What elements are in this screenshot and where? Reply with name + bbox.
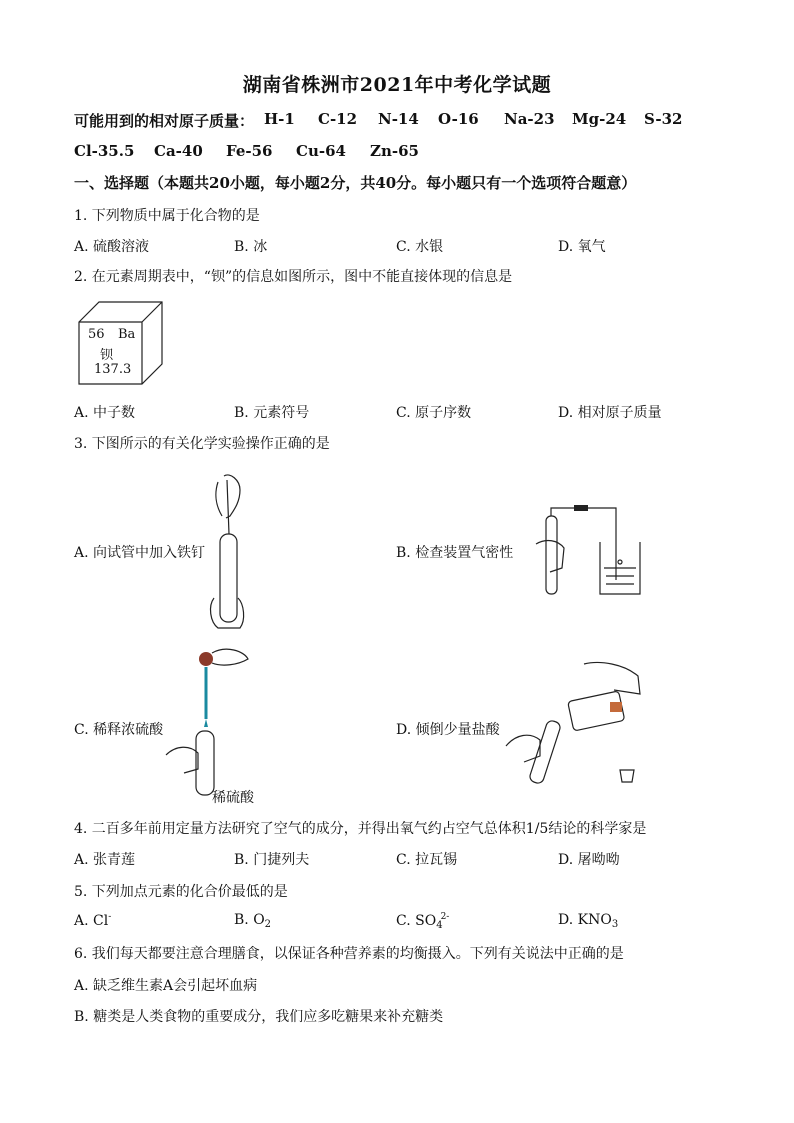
q1-option-a: A. 硫酸溶液 [74, 239, 150, 255]
q4-option-c: C. 拉瓦锡 [396, 852, 458, 868]
element-name: 钡 [100, 348, 114, 363]
atomic-mass-label: 可能用到的相对原子质量： [74, 112, 255, 130]
figure-a-iron-nail [200, 472, 260, 632]
question-3-stem: 3. 下图所示的有关化学实验操作正确的是 [74, 436, 330, 452]
q1-option-b: B. 冰 [234, 239, 268, 255]
element-number: 56 [88, 327, 105, 342]
element-mass: 137.3 [94, 362, 132, 377]
mass-fe: Fe-56 [226, 142, 273, 160]
mass-o: O-16 [438, 110, 479, 128]
mass-ca: Ca-40 [154, 142, 203, 160]
q1-option-d: D. 氧气 [558, 239, 606, 255]
mass-na: Na-23 [504, 110, 555, 128]
q2-option-c: C. 原子序数 [396, 405, 472, 421]
q2-option-a: A. 中子数 [74, 405, 136, 421]
q5-option-c: C. $SO_4^{2-}$ [396, 912, 450, 931]
q4-option-d: D. 屠呦呦 [558, 852, 620, 868]
q5-option-b: B. $O_2$ [234, 912, 272, 930]
figure-c-dilute-acid [164, 645, 254, 805]
q2-option-b: B. 元素符号 [234, 405, 310, 421]
question-6-stem: 6. 我们每天都要注意合理膳食，以保证各种营养素的均衡摄入。下列有关说法中正确的是 [74, 946, 624, 962]
q3-option-c: C. 稀释浓硫酸 [74, 722, 164, 738]
q5-option-a: A. Cl- [74, 912, 112, 929]
element-symbol: Ba [118, 327, 136, 342]
figure-d-pour-acid [506, 660, 646, 790]
q6-line-b: B. 糖类是人类食物的重要成分，我们应多吃糖果来补充糖类 [74, 1009, 444, 1025]
question-4-stem: 4. 二百多年前用定量方法研究了空气的成分，并得出氧气约占空气总体积1/5结论的科学家是 [74, 821, 647, 837]
q3-option-b: B. 检查装置气密性 [396, 545, 514, 561]
q5-option-d: D. $KNO_3$ [558, 912, 619, 930]
q4-option-a: A. 张青莲 [74, 852, 136, 868]
section-heading: 一、选择题（本题共20小题，每小题2分，共40分。每小题只有一个选项符合题意） [74, 174, 637, 192]
q4-option-b: B. 门捷列夫 [234, 852, 310, 868]
q3-option-a: A. 向试管中加入铁钉 [74, 545, 206, 561]
q2-option-d: D. 相对原子质量 [558, 405, 662, 421]
mass-c: C-12 [318, 110, 358, 128]
mass-mg: Mg-24 [572, 110, 627, 128]
question-2-stem: 2. 在元素周期表中，“钡”的信息如图所示，图中不能直接体现的信息是 [74, 269, 513, 285]
question-5-stem: 5. 下列加点元素的化合价最低的是 [74, 884, 288, 900]
mass-cl: Cl-35.5 [74, 142, 135, 160]
mass-cu: Cu-64 [296, 142, 346, 160]
mass-h: H-1 [264, 110, 295, 128]
q1-option-c: C. 水银 [396, 239, 444, 255]
mass-s: S-32 [644, 110, 683, 128]
mass-n: N-14 [378, 110, 419, 128]
q6-line-a: A. 缺乏维生素A会引起坏血病 [74, 978, 258, 994]
question-1-stem: 1. 下列物质中属于化合物的是 [74, 208, 260, 224]
page-title: 湖南省株洲市2021年中考化学试题 [242, 74, 552, 96]
q3-option-d: D. 倾倒少量盐酸 [396, 722, 500, 738]
figure-b-airtight-check [536, 498, 646, 598]
mass-zn: Zn-65 [370, 142, 419, 160]
figure-c-label: 稀硫酸 [212, 790, 254, 806]
